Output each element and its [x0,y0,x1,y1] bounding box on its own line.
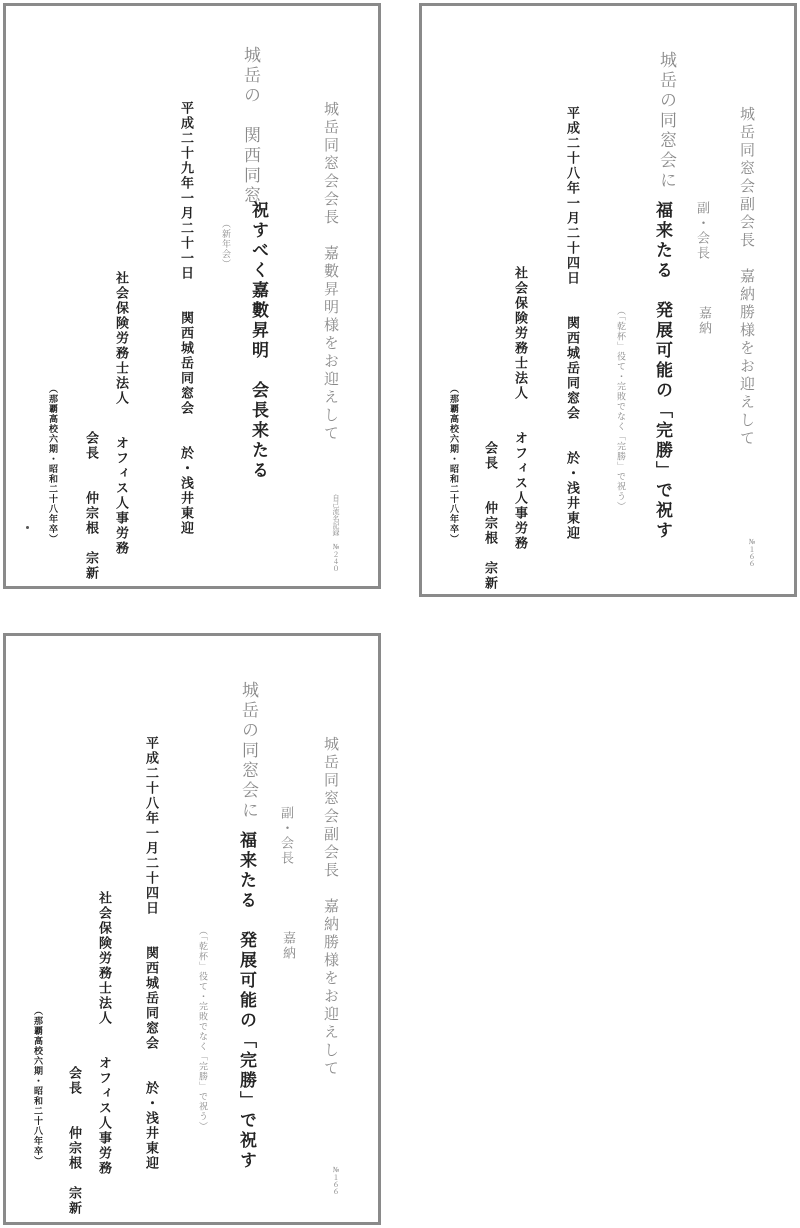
card3-vice-title: 副・会長 [278,806,293,866]
card1-poem-line-1: 城岳の 関西同窓 [240,46,260,206]
card3-company-line: 社会保険労務士法人 オフィス人事労務 [96,891,111,1176]
card2-toast-note: （「乾杯」役て・完敗でなく「完勝」で祝う） [615,306,625,512]
card3-toast-note: （「乾杯」役て・完敗でなく「完勝」で祝う） [197,926,207,1132]
card3-number: №１６６ [332,1166,340,1195]
card2-company-line: 社会保険労務士法人 オフィス人事労務 [512,266,527,551]
card2-greeting-line: 城岳同窓会副会長 嘉納勝様をお迎えして [738,106,756,448]
card3-greeting-line: 城岳同窓会副会長 嘉納勝様をお迎えして [322,736,340,1078]
card2-signature: 会長 仲宗根 宗新 [482,441,497,591]
card2-poem-line-2: 福来たる 発展可能の「完勝」で祝す [652,201,672,541]
card2-poem-line-1: 城岳の同窓会に [656,51,676,191]
poem-card-1 [3,3,381,589]
card1-greeting-line: 城岳同窓会会長 嘉數昇明様をお迎えして [322,101,340,443]
card1-number: 自己流名記録 №２４０ [332,494,340,572]
card1-date-line: 平成二十九年一月二十一日 関西城岳同窓会 於・浅井東迎 [178,101,193,536]
card2-date-line: 平成二十八年一月二十四日 関西城岳同窓会 於・浅井東迎 [564,106,579,541]
card1-signature: 会長 仲宗根 宗新 [83,431,98,581]
card2-name: 嘉納 [696,306,711,336]
poem-card-2 [419,3,797,597]
card3-class-note: （那覇高校六期・昭和二十八年卒） [32,1006,42,1166]
card3-signature: 会長 仲宗根 宗新 [66,1066,81,1216]
card1-poem-line-2: 祝すべく嘉數昇明 会長来たる [248,201,268,481]
card2-class-note: （那覇高校六期・昭和二十八年卒） [448,384,458,544]
card1-company-line: 社会保険労務士法人 オフィス人事労務 [113,271,128,556]
card3-date-line: 平成二十八年一月二十四日 関西城岳同窓会 於・浅井東迎 [143,736,158,1171]
card2-number: №１６６ [748,538,756,567]
stray-dot [26,526,29,529]
card3-poem-line-2: 福来たる 発展可能の「完勝」で祝す [236,831,256,1171]
poem-card-3 [3,633,381,1225]
card2-vice-title: 副・会長 [694,201,709,261]
card1-class-note: （那覇高校六期・昭和二十八年卒） [47,384,57,544]
card3-poem-line-1: 城岳の同窓会に [238,681,258,821]
card3-name: 嘉納 [280,931,295,961]
card1-event-note: （新年会） [220,219,230,269]
